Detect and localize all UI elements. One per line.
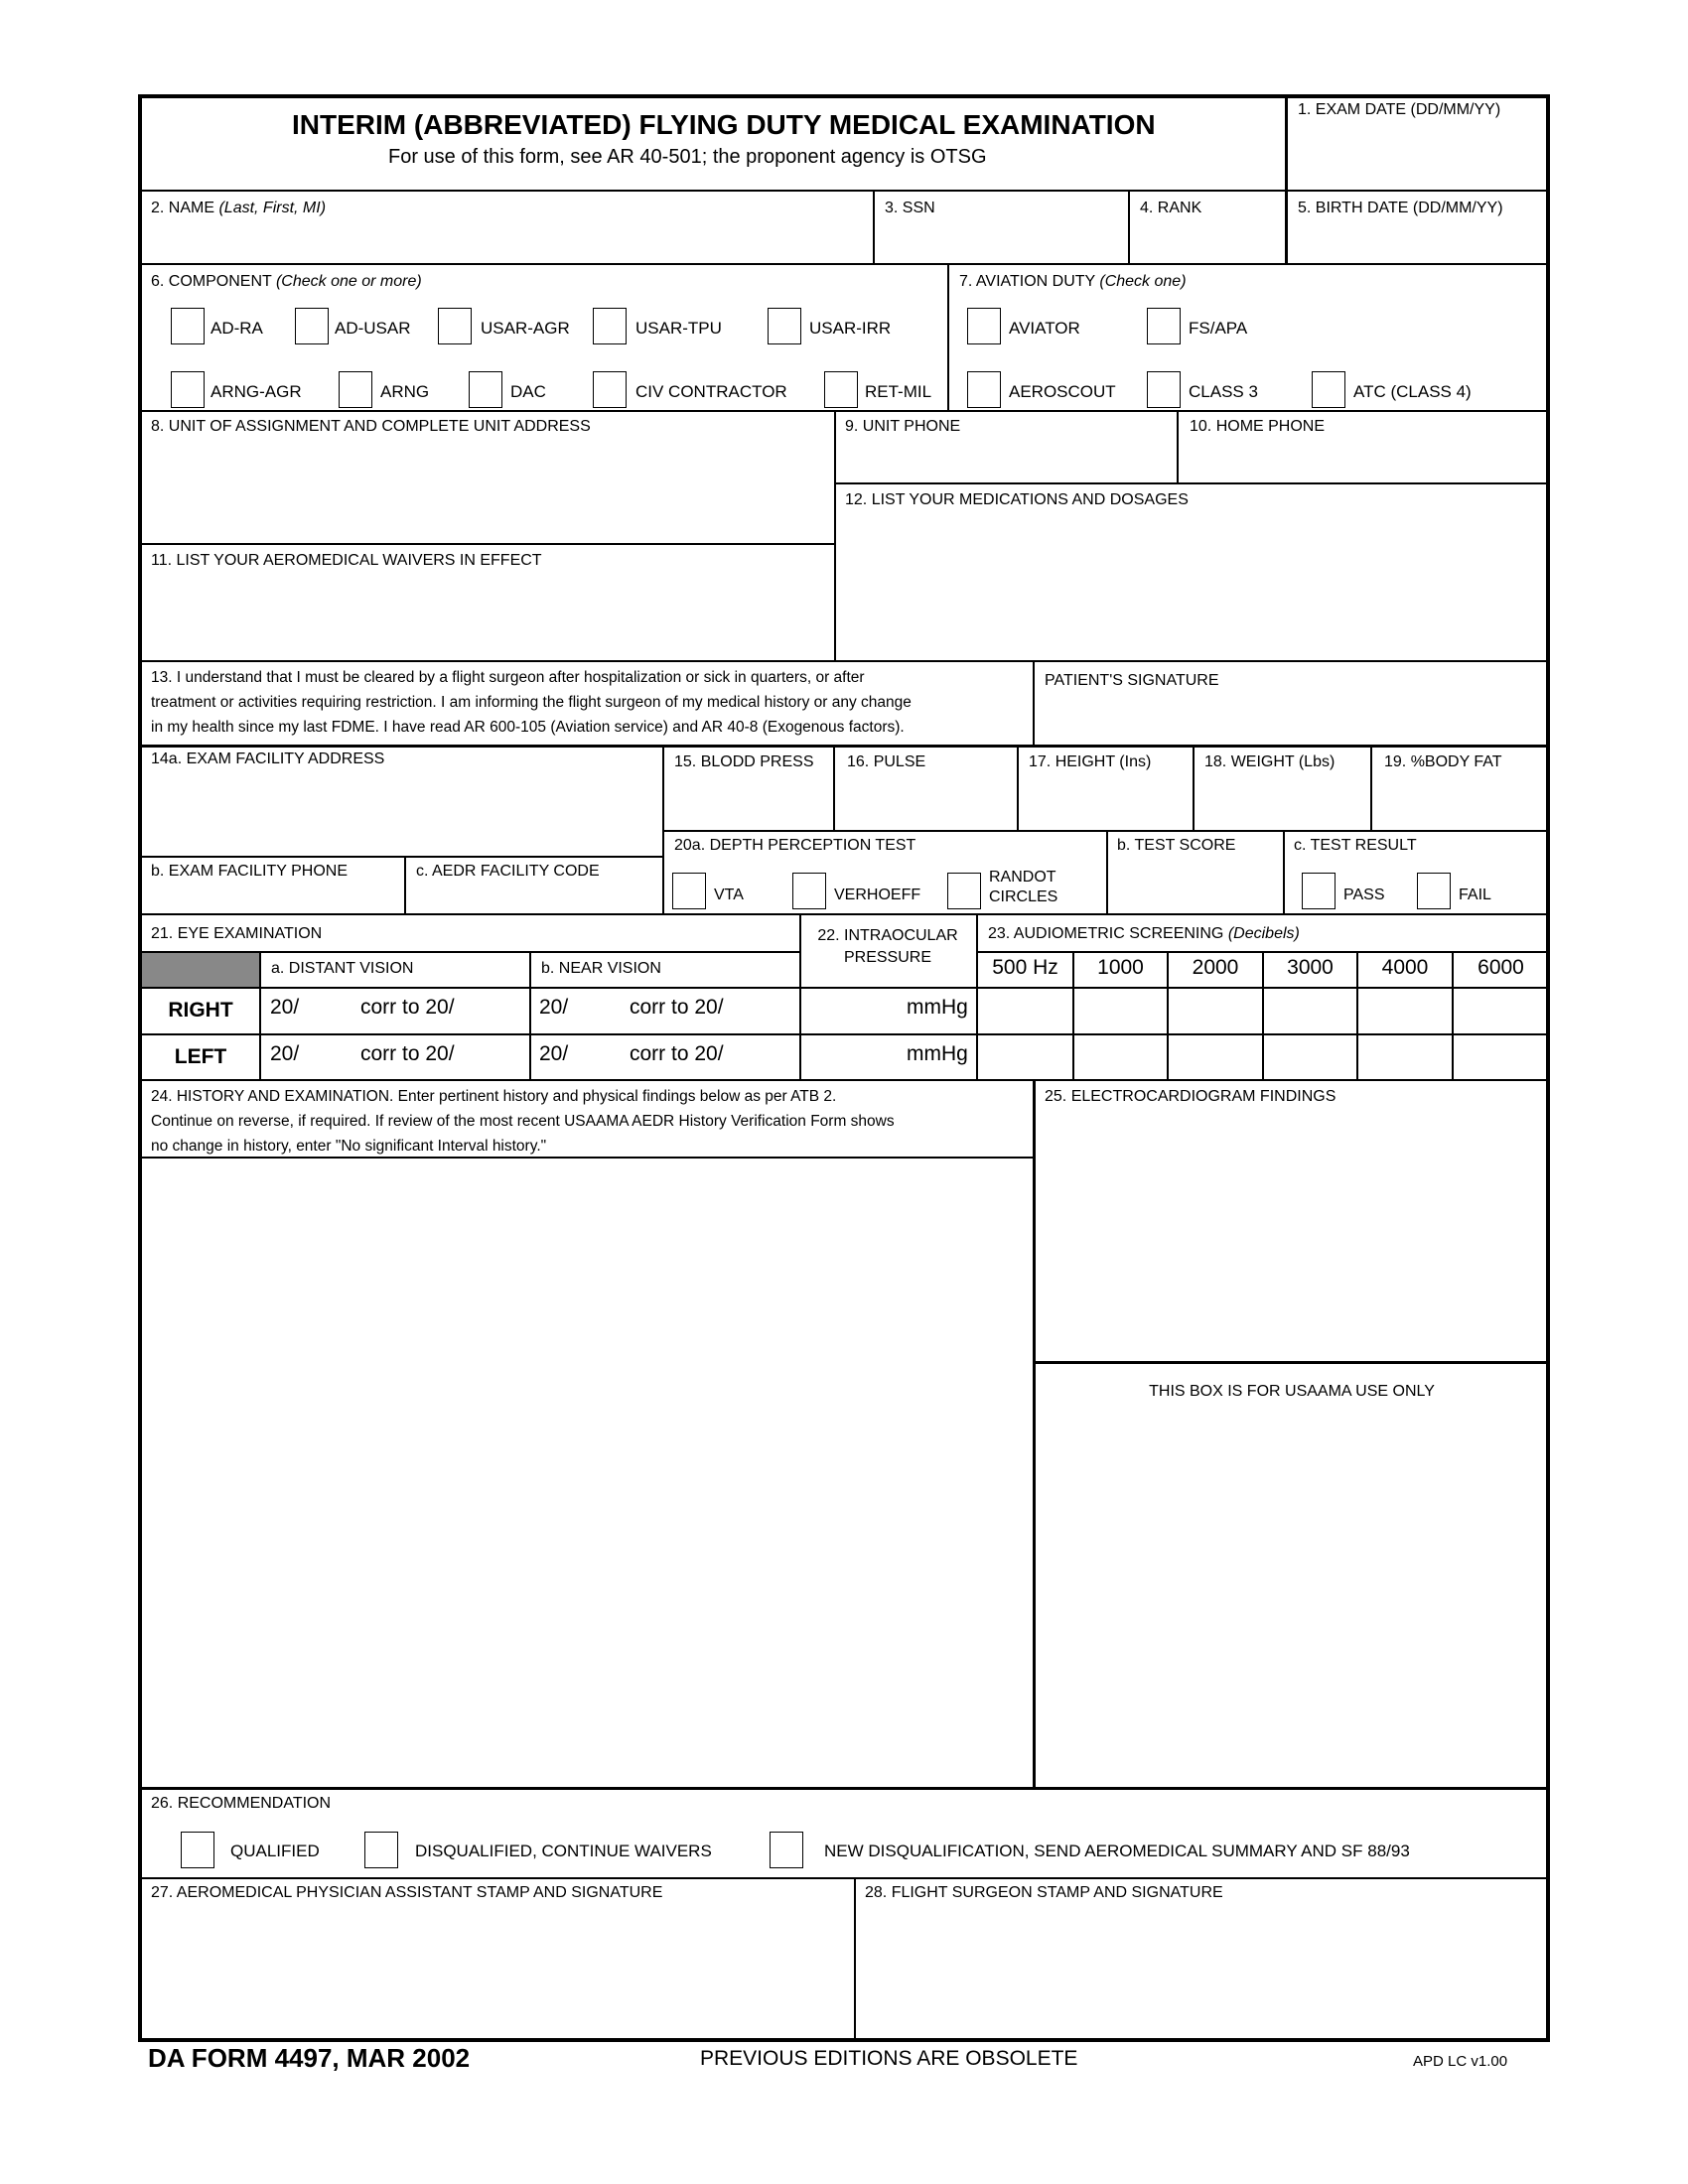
fs-signature-label: 28. FLIGHT SURGEON STAMP AND SIGNATURE <box>865 1884 1223 1901</box>
facility-address-field[interactable] <box>144 772 658 852</box>
right-iop-unit[interactable]: mmHg <box>907 996 968 1019</box>
ecg-label: 25. ELECTROCARDIOGRAM FINDINGS <box>1045 1088 1336 1105</box>
waivers-label: 11. LIST YOUR AEROMEDICAL WAIVERS IN EFFECT <box>151 552 542 569</box>
aedr-code-label: c. AEDR FACILITY CODE <box>416 863 600 880</box>
rule-below-left-eye <box>140 1079 1548 1081</box>
depth-verhoeff-checkbox[interactable] <box>792 873 826 909</box>
component-usar-agr-label: USAR-AGR <box>481 319 570 338</box>
history-line-2: Continue on reverse, if required. If review of the most recent USAAMA AEDR History Verification Form shows <box>151 1113 895 1130</box>
exam-date-field[interactable] <box>1289 123 1545 187</box>
eye-corner-cell <box>142 953 259 987</box>
test-result-fail-checkbox[interactable] <box>1417 873 1451 909</box>
rule-below-unit-address <box>140 543 834 545</box>
right-eye-label: RIGHT <box>168 999 233 1022</box>
rule-ssn <box>873 190 875 263</box>
component-dac-label: DAC <box>510 382 546 401</box>
form-subtitle: For use of this form, see AR 40-501; the proponent agency is OTSG <box>388 146 987 168</box>
aviation-duty-label-hint: (Check one) <box>1099 273 1187 290</box>
history-header <box>151 1084 895 1159</box>
history-field[interactable] <box>144 1161 1029 1783</box>
rule-below-recommendation <box>140 1877 1548 1879</box>
component-ad-usar-checkbox[interactable] <box>295 308 329 344</box>
right-audio-6000[interactable] <box>1455 989 1546 1031</box>
left-audio-1000[interactable] <box>1075 1035 1165 1077</box>
birth-date-label: 5. BIRTH DATE (DD/MM/YY) <box>1298 200 1503 216</box>
aviation-aeroscout-checkbox[interactable] <box>967 371 1001 408</box>
intraocular-label <box>800 925 975 969</box>
aviation-atc-class4-label: ATC (CLASS 4) <box>1353 382 1472 401</box>
aviation-fs-apa-checkbox[interactable] <box>1147 308 1181 344</box>
pa-signature-label: 27. AEROMEDICAL PHYSICIAN ASSISTANT STAMP AND SIGNATURE <box>151 1884 663 1901</box>
height-field[interactable] <box>1022 774 1189 826</box>
recommend-new-disqual-label: NEW DISQUALIFICATION, SEND AEROMEDICAL SUMMARY AND SF 88/93 <box>824 1842 1410 1860</box>
birth-date-field[interactable] <box>1289 220 1545 260</box>
pulse-label: 16. PULSE <box>847 753 926 770</box>
rule-weight <box>1193 745 1195 830</box>
aviation-class3-label: CLASS 3 <box>1189 382 1258 401</box>
depth-perception-label: 20a. DEPTH PERCEPTION TEST <box>674 837 916 854</box>
right-distant-ratio[interactable]: 20/ <box>270 996 300 1019</box>
near-vision-label: b. NEAR VISION <box>541 960 661 977</box>
history-line-1: 24. HISTORY AND EXAMINATION. Enter pertinent history and physical findings below as per ATB 2. <box>151 1088 837 1105</box>
intraocular-line-1: 22. INTRAOCULAR <box>817 927 958 944</box>
right-audio-3000[interactable] <box>1265 989 1354 1031</box>
rule-below-component <box>140 410 1548 412</box>
freq-500-label: 500 Hz <box>992 956 1058 979</box>
blood-pressure-label: 15. BLODD PRESS <box>674 753 814 770</box>
aviation-class3-checkbox[interactable] <box>1147 371 1181 408</box>
ssn-field[interactable] <box>877 220 1125 260</box>
component-usar-tpu-checkbox[interactable] <box>593 308 627 344</box>
rule-below-depth <box>140 913 1548 915</box>
rule-below-history <box>140 1787 1548 1790</box>
rule-test-result <box>1283 830 1285 913</box>
body-fat-label: 19. %BODY FAT <box>1384 753 1502 770</box>
component-arng-checkbox[interactable] <box>339 371 372 408</box>
pa-signature-field[interactable] <box>144 1906 850 2037</box>
left-audio-500[interactable] <box>979 1035 1070 1077</box>
rule-above-statement <box>140 660 1548 662</box>
left-near-corr[interactable]: corr to 20/ <box>630 1042 724 1065</box>
statement-line-3: in my health since my last FDME. I have read AR 600-105 (Aviation service) and AR 40-8 (Exogenous factors). <box>151 719 905 736</box>
name-label-hint: (Last, First, MI) <box>218 200 327 216</box>
rule-eye-label-col <box>259 951 261 1079</box>
height-label: 17. HEIGHT (Ins) <box>1029 753 1152 770</box>
component-ret-mil-checkbox[interactable] <box>824 371 858 408</box>
aviation-aviator-label: AVIATOR <box>1009 319 1080 338</box>
rule-below-vitals <box>662 830 1548 832</box>
rule-home-phone <box>1177 410 1179 482</box>
rule-pulse <box>833 745 835 830</box>
component-arng-agr-checkbox[interactable] <box>171 371 205 408</box>
rule-below-ecg <box>1033 1361 1548 1364</box>
version-label: APD LC v1.00 <box>1413 2053 1508 2070</box>
component-label-text: 6. COMPONENT <box>151 273 272 290</box>
left-audio-6000[interactable] <box>1455 1035 1546 1077</box>
component-ad-ra-checkbox[interactable] <box>171 308 205 344</box>
name-label-text: 2. NAME <box>151 200 215 216</box>
rank-label: 4. RANK <box>1140 200 1202 216</box>
unit-phone-label: 9. UNIT PHONE <box>845 418 961 435</box>
aviation-duty-label <box>959 273 1187 291</box>
test-score-field[interactable] <box>1111 858 1279 909</box>
component-ad-ra-label: AD-RA <box>211 319 263 338</box>
right-audio-2000[interactable] <box>1170 989 1260 1031</box>
right-audio-500[interactable] <box>979 989 1070 1031</box>
component-usar-irr-label: USAR-IRR <box>809 319 892 338</box>
recommend-new-disqual-checkbox[interactable] <box>770 1832 803 1868</box>
pulse-field[interactable] <box>838 774 1013 826</box>
home-phone-label: 10. HOME PHONE <box>1190 418 1326 435</box>
recommendation-label: 26. RECOMMENDATION <box>151 1795 332 1812</box>
aviation-duty-label-text: 7. AVIATION DUTY <box>959 273 1095 290</box>
aviation-aeroscout-label: AEROSCOUT <box>1009 382 1116 401</box>
depth-vta-label: VTA <box>714 887 744 903</box>
right-distant-corr[interactable]: corr to 20/ <box>360 996 455 1019</box>
audiometric-label-text: 23. AUDIOMETRIC SCREENING <box>988 925 1224 942</box>
rule-aviation <box>947 263 949 410</box>
unit-address-label: 8. UNIT OF ASSIGNMENT AND COMPLETE UNIT ADDRESS <box>151 418 591 435</box>
unit-phone-field[interactable] <box>839 439 1173 478</box>
patient-signature-field[interactable] <box>1038 693 1545 741</box>
left-near-ratio[interactable]: 20/ <box>539 1042 569 1065</box>
component-usar-irr-checkbox[interactable] <box>768 308 801 344</box>
rule-test-score <box>1106 830 1108 913</box>
recommend-qualified-checkbox[interactable] <box>181 1832 214 1868</box>
right-audio-1000[interactable] <box>1075 989 1165 1031</box>
usaama-label: THIS BOX IS FOR USAAMA USE ONLY <box>1149 1383 1435 1400</box>
rule-facility-right <box>662 745 664 913</box>
rule-near-vision <box>529 951 531 1079</box>
rule-exam-date <box>1285 96 1288 265</box>
component-dac-checkbox[interactable] <box>469 371 502 408</box>
patient-signature-label: PATIENT'S SIGNATURE <box>1045 672 1219 689</box>
rule-signatures <box>854 1877 856 2042</box>
depth-randot-checkbox[interactable] <box>947 873 981 909</box>
depth-verhoeff-label: VERHOEFF <box>834 887 921 903</box>
aviation-aviator-checkbox[interactable] <box>967 308 1001 344</box>
body-fat-field[interactable] <box>1375 774 1545 826</box>
recommend-disqualified-checkbox[interactable] <box>364 1832 398 1868</box>
freq-2000-label: 2000 <box>1192 956 1239 979</box>
left-distant-ratio[interactable]: 20/ <box>270 1042 300 1065</box>
aedr-code-field[interactable] <box>409 884 658 911</box>
rule-unit-right <box>834 410 836 660</box>
blood-pressure-field[interactable] <box>667 774 829 826</box>
component-usar-tpu-label: USAR-TPU <box>635 319 722 338</box>
obsolete-notice: PREVIOUS EDITIONS ARE OBSOLETE <box>700 2047 1078 2070</box>
freq-1000-label: 1000 <box>1097 956 1144 979</box>
distant-vision-label: a. DISTANT VISION <box>271 960 414 977</box>
name-label <box>151 200 326 217</box>
weight-label: 18. WEIGHT (Lbs) <box>1204 753 1336 770</box>
facility-phone-label: b. EXAM FACILITY PHONE <box>151 863 348 880</box>
rule-rank <box>1128 190 1130 263</box>
test-result-fail-label: FAIL <box>1459 887 1491 903</box>
statement-line-1: 13. I understand that I must be cleared by a flight surgeon after hospitalization or sick in quarters, or after <box>151 669 865 686</box>
rule-below-header <box>140 190 1548 192</box>
right-near-ratio[interactable]: 20/ <box>539 996 569 1019</box>
statement-text <box>151 665 912 740</box>
test-score-label: b. TEST SCORE <box>1117 837 1236 854</box>
eye-exam-label: 21. EYE EXAMINATION <box>151 925 323 942</box>
recommend-disqualified-label: DISQUALIFIED, CONTINUE WAIVERS <box>415 1842 712 1860</box>
facility-phone-field[interactable] <box>144 884 400 911</box>
aviation-fs-apa-label: FS/APA <box>1189 319 1248 338</box>
freq-3000-label: 3000 <box>1287 956 1334 979</box>
name-field[interactable] <box>144 220 869 260</box>
home-phone-field[interactable] <box>1182 439 1545 478</box>
right-audio-4000[interactable] <box>1359 989 1450 1031</box>
history-line-3: no change in history, enter "No significant Interval history." <box>151 1138 547 1155</box>
left-audio-2000[interactable] <box>1170 1035 1260 1077</box>
left-audio-4000[interactable] <box>1359 1035 1450 1077</box>
component-ret-mil-label: RET-MIL <box>865 382 932 401</box>
form-title: INTERIM (ABBREVIATED) FLYING DUTY MEDICAL EXAMINATION <box>292 109 1156 140</box>
component-label <box>151 273 422 291</box>
freq-6000-label: 6000 <box>1477 956 1524 979</box>
form-id: DA FORM 4497, MAR 2002 <box>148 2043 471 2073</box>
left-iop-unit[interactable]: mmHg <box>907 1042 968 1065</box>
depth-vta-checkbox[interactable] <box>672 873 706 909</box>
left-distant-corr[interactable]: corr to 20/ <box>360 1042 455 1065</box>
component-label-hint: (Check one or more) <box>275 273 422 290</box>
rule-below-name <box>140 263 1548 265</box>
depth-randot-label <box>989 868 1057 907</box>
component-ad-usar-label: AD-USAR <box>335 319 411 338</box>
test-result-label: c. TEST RESULT <box>1294 837 1417 854</box>
component-arng-agr-label: ARNG-AGR <box>211 382 302 401</box>
ssn-label: 3. SSN <box>885 200 935 216</box>
ecg-field[interactable] <box>1038 1110 1545 1357</box>
component-arng-label: ARNG <box>380 382 430 401</box>
exam-date-label: 1. EXAM DATE (DD/MM/YY) <box>1298 101 1501 118</box>
unit-address-field[interactable] <box>144 439 829 538</box>
aviation-atc-class4-checkbox[interactable] <box>1312 371 1345 408</box>
audiometric-label <box>988 925 1300 943</box>
rule-below-statement <box>140 745 1548 748</box>
rule-aedr <box>404 856 406 913</box>
audiometric-label-hint: (Decibels) <box>1227 925 1300 942</box>
rule-history-right <box>1033 1079 1036 1787</box>
rule-bodyfat <box>1370 745 1372 830</box>
statement-line-2: treatment or activities requiring restriction. I am informing the flight surgeon of my medical history or any change <box>151 694 912 711</box>
left-audio-3000[interactable] <box>1265 1035 1354 1077</box>
rule-height <box>1017 745 1019 830</box>
test-result-pass-label: PASS <box>1343 887 1385 903</box>
right-near-corr[interactable]: corr to 20/ <box>630 996 724 1019</box>
waivers-field[interactable] <box>144 574 829 657</box>
rule-below-phones <box>834 482 1548 484</box>
freq-4000-label: 4000 <box>1381 956 1429 979</box>
recommend-qualified-label: QUALIFIED <box>230 1842 320 1860</box>
component-civ-contractor-checkbox[interactable] <box>593 371 627 408</box>
rank-field[interactable] <box>1132 220 1281 260</box>
component-usar-agr-checkbox[interactable] <box>438 308 472 344</box>
medications-label: 12. LIST YOUR MEDICATIONS AND DOSAGES <box>845 491 1189 508</box>
depth-randot-line-2: CIRCLES <box>989 888 1058 905</box>
test-result-pass-checkbox[interactable] <box>1302 873 1336 909</box>
weight-field[interactable] <box>1197 774 1366 826</box>
fs-signature-field[interactable] <box>859 1906 1545 2037</box>
rule-signature <box>1033 660 1035 745</box>
intraocular-line-2: PRESSURE <box>843 949 932 966</box>
medications-field[interactable] <box>839 512 1545 656</box>
rule-above-facility-phone <box>140 856 662 858</box>
component-civ-contractor-label: CIV CONTRACTOR <box>635 382 787 401</box>
rule-audio-left <box>976 913 978 1079</box>
depth-randot-line-1: RANDOT <box>989 869 1056 886</box>
left-eye-label: LEFT <box>174 1045 227 1068</box>
facility-address-label: 14a. EXAM FACILITY ADDRESS <box>151 751 385 767</box>
